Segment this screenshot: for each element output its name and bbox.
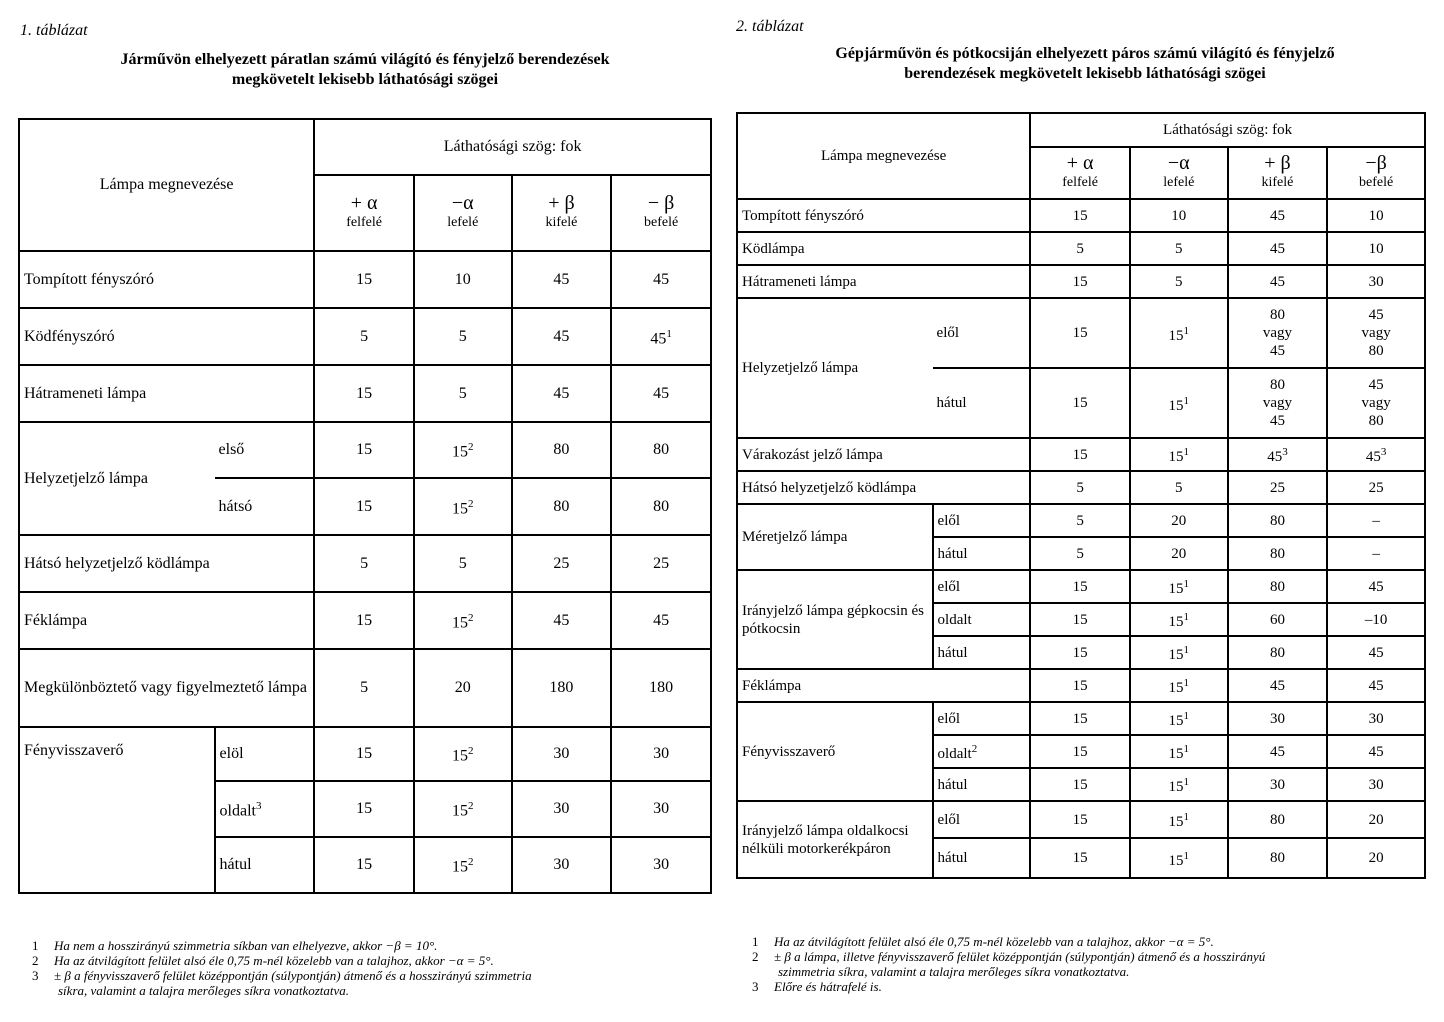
table1-caption: 1. táblázat xyxy=(20,22,88,39)
cell: 5 xyxy=(314,308,414,365)
cell: 15 xyxy=(1030,702,1130,735)
cell: 15 xyxy=(1030,570,1130,603)
cell: 30 xyxy=(512,727,612,781)
table-row xyxy=(19,422,711,478)
cell: 15 xyxy=(1030,768,1130,801)
cell: $15^1$ xyxy=(1130,570,1228,603)
row-sublabel: elől xyxy=(933,702,1031,735)
cell: 15 xyxy=(314,365,414,422)
cell: 15 xyxy=(314,478,414,535)
cell: 180 xyxy=(512,649,612,727)
cell: $15^1$ xyxy=(1130,603,1228,636)
cell: 5 xyxy=(1130,265,1228,298)
cell: $45^3$ xyxy=(1228,438,1328,471)
table1-title xyxy=(20,50,710,90)
cell: 60 xyxy=(1228,603,1328,636)
cell: 45 xyxy=(1228,199,1328,232)
cell: 80 xyxy=(611,422,711,478)
cell: 45 xyxy=(512,365,612,422)
row-label: Helyzetjelző lámpa xyxy=(19,422,215,535)
table-row xyxy=(737,438,1425,471)
table-row xyxy=(19,308,711,365)
cell: $15^1$ xyxy=(1130,838,1228,878)
cell: $15^2$ xyxy=(414,478,512,535)
cell: 15 xyxy=(1030,669,1130,702)
cell: $15^1$ xyxy=(1130,702,1228,735)
table2-header-c4: −β befelé xyxy=(1327,147,1425,199)
cell: 15 xyxy=(1030,735,1130,768)
cell: 15 xyxy=(1030,838,1130,878)
table2-header-lamp: Lámpa megnevezése xyxy=(737,113,1030,199)
cell: 15 xyxy=(314,837,414,893)
cell: 80 xyxy=(1228,636,1328,669)
cell: $15^1$ xyxy=(1130,368,1228,438)
row-sublabel: hátsó xyxy=(215,478,315,535)
table2-caption: 2. táblázat xyxy=(736,18,804,35)
row-sublabel: elől xyxy=(933,504,1031,537)
table2-header-c1: + α felfelé xyxy=(1030,147,1130,199)
cell: 20 xyxy=(1130,504,1228,537)
row-label: Féklámpa xyxy=(737,669,1030,702)
cell: 5 xyxy=(314,535,414,592)
row-label: Irányjelző lámpa gépkocsin és pótkocsin xyxy=(737,570,933,669)
cell: 80 xyxy=(1228,537,1328,570)
row-sublabel: hátul xyxy=(933,838,1031,878)
cell: 15 xyxy=(1030,298,1130,368)
cell: 15 xyxy=(314,781,414,837)
cell: 15 xyxy=(1030,199,1130,232)
table-row xyxy=(737,801,1425,838)
cell: 5 xyxy=(414,365,512,422)
cell: 80 xyxy=(512,422,612,478)
table-row xyxy=(737,298,1425,368)
cell: 30 xyxy=(1327,265,1425,298)
cell: 45 xyxy=(611,251,711,308)
table-row xyxy=(19,251,711,308)
cell: 15 xyxy=(314,251,414,308)
row-sublabel: oldalt xyxy=(933,603,1031,636)
row-label: Méretjelző lámpa xyxy=(737,504,933,570)
table2-title-line2: berendezések megkövetelt lekisebb láthatósági szögei xyxy=(904,65,1266,82)
table-row xyxy=(737,265,1425,298)
cell: $15^1$ xyxy=(1130,735,1228,768)
cell: – xyxy=(1327,537,1425,570)
row-label: Ködfényszóró xyxy=(19,308,314,365)
cell: 5 xyxy=(1030,232,1130,265)
cell: 5 xyxy=(414,308,512,365)
row-sublabel: hátul xyxy=(933,537,1031,570)
cell: $45^1$ xyxy=(611,308,711,365)
cell: 80 xyxy=(1228,801,1328,838)
cell: 15 xyxy=(1030,636,1130,669)
cell: 15 xyxy=(1030,603,1130,636)
table-row xyxy=(19,727,711,781)
row-sublabel: hátul xyxy=(215,837,315,893)
table2-footnotes: 1 Ha az átvilágított felület alsó éle 0,75 m-nél közelebb van a talajhoz, akkor −α = 5°. 2 ± β a lámpa, illetve fényvisszaverő felület középpontján (súlypontján) átmenő és a hosszirányú szimmetria síkra, valamint a talajra merőleges síkra vonatkoztatva. 3 Előre és hátrafelé is. xyxy=(752,934,1266,994)
cell: 25 xyxy=(611,535,711,592)
table-row xyxy=(737,199,1425,232)
table1-footnotes: 1 Ha nem a hosszirányú szimmetria síkban van elhelyezve, akkor −β = 10°. 2 Ha az átvilágított felület alsó éle 0,75 m-nél közelebb van a talajhoz, akkor −α = 5°. 3 ± β a fényvisszaverő felület középpontján (súlypontján) átmenő és a hosszirányú szimmetria síkra, valamint a talajra merőleges síkra vonatkoztatva. xyxy=(32,938,532,998)
cell: 10 xyxy=(414,251,512,308)
table1-header-c1: + α felfelé xyxy=(314,175,414,251)
row-label: Ködlámpa xyxy=(737,232,1030,265)
cell: 5 xyxy=(1030,537,1130,570)
row-label: Fényvisszaverő xyxy=(19,727,215,893)
table1-header-c3: + β kifelé xyxy=(512,175,612,251)
cell: 45 xyxy=(1327,636,1425,669)
cell: $15^1$ xyxy=(1130,801,1228,838)
row-sublabel: első xyxy=(215,422,315,478)
table2 xyxy=(736,112,1426,879)
cell: 20 xyxy=(1327,838,1425,878)
row-label: Várakozást jelző lámpa xyxy=(737,438,1030,471)
table1-title-line2: megkövetelt lekisebb láthatósági szögei xyxy=(231,71,499,88)
table1-header-lamp: Lámpa megnevezése xyxy=(19,119,314,251)
cell: $15^2$ xyxy=(414,727,512,781)
row-label: Tompított fényszóró xyxy=(737,199,1030,232)
cell: $15^2$ xyxy=(414,592,512,649)
row-label: Fényvisszaverő xyxy=(737,702,933,801)
row-sublabel: elől xyxy=(933,570,1031,603)
table-row xyxy=(19,365,711,422)
row-label: Féklámpa xyxy=(19,592,314,649)
cell: 80 xyxy=(1228,504,1328,537)
cell: $15^1$ xyxy=(1130,768,1228,801)
table1-header-c2: −α lefelé xyxy=(414,175,512,251)
cell: 5 xyxy=(1130,232,1228,265)
cell: $15^2$ xyxy=(414,422,512,478)
cell: 10 xyxy=(1327,199,1425,232)
cell: 30 xyxy=(611,837,711,893)
table1-header-c4: − β befelé xyxy=(611,175,711,251)
cell: 15 xyxy=(1030,438,1130,471)
cell: 45 xyxy=(512,308,612,365)
cell: 45 xyxy=(611,365,711,422)
cell: 25 xyxy=(1327,471,1425,504)
cell: 80 vagy 45 xyxy=(1228,298,1328,368)
cell: 15 xyxy=(1030,265,1130,298)
cell: 45 vagy 80 xyxy=(1327,298,1425,368)
table-row xyxy=(19,592,711,649)
cell: 45 xyxy=(611,592,711,649)
cell: $45^3$ xyxy=(1327,438,1425,471)
cell: –10 xyxy=(1327,603,1425,636)
cell: 5 xyxy=(414,535,512,592)
cell: 15 xyxy=(1030,801,1130,838)
cell: $15^1$ xyxy=(1130,669,1228,702)
cell: 180 xyxy=(611,649,711,727)
row-sublabel: hátul xyxy=(933,368,1031,438)
cell: 30 xyxy=(611,781,711,837)
row-sublabel: oldalt$^3$ xyxy=(215,781,315,837)
cell: 45 xyxy=(1327,669,1425,702)
cell: 15 xyxy=(314,727,414,781)
row-label: Irányjelző lámpa oldalkocsi nélküli motorkerékpáron xyxy=(737,801,933,878)
cell: 30 xyxy=(512,837,612,893)
cell: 45 xyxy=(1228,265,1328,298)
cell: 20 xyxy=(414,649,512,727)
table2-header-visibility: Láthatósági szög: fok xyxy=(1030,113,1425,147)
cell: $15^1$ xyxy=(1130,636,1228,669)
cell: 15 xyxy=(314,422,414,478)
table-row xyxy=(19,535,711,592)
cell: 80 xyxy=(1228,838,1328,878)
cell: 5 xyxy=(1030,504,1130,537)
cell: 10 xyxy=(1327,232,1425,265)
cell: 30 xyxy=(611,727,711,781)
cell: 30 xyxy=(512,781,612,837)
cell: 30 xyxy=(1228,702,1328,735)
cell: 5 xyxy=(1130,471,1228,504)
cell: 5 xyxy=(314,649,414,727)
row-label: Tompított fényszóró xyxy=(19,251,314,308)
table1-header-visibility: Láthatósági szög: fok xyxy=(314,119,711,175)
cell: $15^1$ xyxy=(1130,438,1228,471)
table2-header-c2: −α lefelé xyxy=(1130,147,1228,199)
cell: 15 xyxy=(314,592,414,649)
cell: 45 xyxy=(512,251,612,308)
row-sublabel: elöl xyxy=(215,727,315,781)
row-sublabel: hátul xyxy=(933,636,1031,669)
cell: 80 xyxy=(611,478,711,535)
row-label: Hátsó helyzetjelző ködlámpa xyxy=(737,471,1030,504)
row-label: Helyzetjelző lámpa xyxy=(737,298,933,438)
cell: 80 vagy 45 xyxy=(1228,368,1328,438)
cell: 15 xyxy=(1030,368,1130,438)
table-row xyxy=(737,504,1425,537)
row-sublabel: elől xyxy=(933,298,1031,368)
cell: $15^2$ xyxy=(414,781,512,837)
table-row xyxy=(737,232,1425,265)
cell: 20 xyxy=(1327,801,1425,838)
row-sublabel: hátul xyxy=(933,768,1031,801)
table-row xyxy=(737,669,1425,702)
table-row xyxy=(19,649,711,727)
row-sublabel: oldalt$^2$ xyxy=(933,735,1031,768)
cell: 10 xyxy=(1130,199,1228,232)
cell: – xyxy=(1327,504,1425,537)
table2-header-c3: + β kifelé xyxy=(1228,147,1328,199)
table-row xyxy=(737,570,1425,603)
table1 xyxy=(18,118,712,894)
cell: 45 xyxy=(1228,735,1328,768)
cell: 30 xyxy=(1228,768,1328,801)
cell: 45 xyxy=(1327,570,1425,603)
cell: 45 xyxy=(1327,735,1425,768)
cell: 25 xyxy=(1228,471,1328,504)
row-sublabel: elől xyxy=(933,801,1031,838)
table1-title-line1: Járművön elhelyezett páratlan számú világító és fényjelző berendezések xyxy=(120,51,610,68)
cell: 25 xyxy=(512,535,612,592)
cell: 30 xyxy=(1327,768,1425,801)
table2-title-line1: Gépjárművön és pótkocsiján elhelyezett páros számú világító és fényjelző xyxy=(835,45,1335,62)
table2-title xyxy=(740,44,1430,84)
row-label: Hátrameneti lámpa xyxy=(737,265,1030,298)
cell: 30 xyxy=(1327,702,1425,735)
cell: 45 xyxy=(512,592,612,649)
cell: 45 vagy 80 xyxy=(1327,368,1425,438)
cell: 80 xyxy=(1228,570,1328,603)
cell: 45 xyxy=(1228,669,1328,702)
cell: $15^2$ xyxy=(414,837,512,893)
row-label: Hátrameneti lámpa xyxy=(19,365,314,422)
cell: $15^1$ xyxy=(1130,298,1228,368)
table-row xyxy=(737,471,1425,504)
row-label: Hátsó helyzetjelző ködlámpa xyxy=(19,535,314,592)
table-row xyxy=(737,702,1425,735)
row-label: Megkülönböztető vagy figyelmeztető lámpa xyxy=(19,649,314,727)
cell: 5 xyxy=(1030,471,1130,504)
cell: 45 xyxy=(1228,232,1328,265)
cell: 20 xyxy=(1130,537,1228,570)
cell: 80 xyxy=(512,478,612,535)
